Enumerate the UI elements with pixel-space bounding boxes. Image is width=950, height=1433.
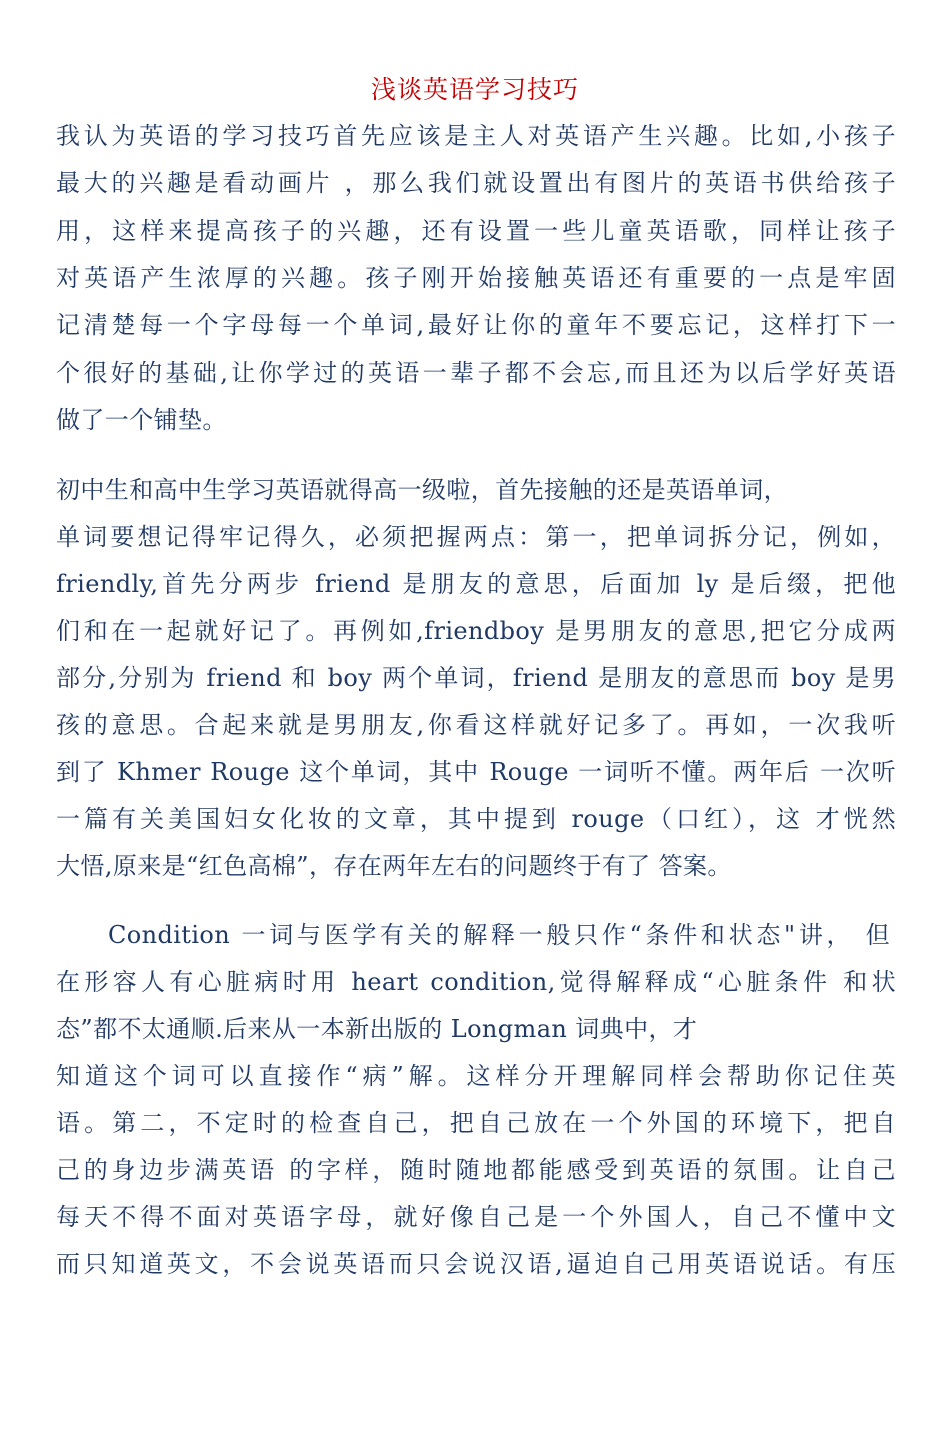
paragraph-1-line: 对英语产生浓厚的兴趣。孩子刚开始接触英语还有重要的一点是牢固	[56, 264, 896, 292]
paragraph-2-line: 初中生和高中生学习英语就得高一级啦，首先接触的还是英语单词，	[56, 476, 788, 504]
paragraph-3-line: 己的身边步满英语 的字样，随时随地都能感受到英语的氛围。让自己	[56, 1156, 896, 1184]
paragraph-3-line: 在形容人有心脏病时用 heart condition,觉得解释成“心脏条件 和状	[56, 968, 896, 996]
paragraph-1-line: 用，这样来提高孩子的兴趣，还有设置一些儿童英语歌，同样让孩子	[56, 217, 896, 245]
document-title: 浅谈英语学习技巧	[370, 75, 579, 104]
paragraph-2-line: friendly,首先分两步 friend 是朋友的意思，后面加 ly 是后缀，把他	[56, 570, 896, 598]
paragraph-3-line: 态”都不太通顺.后来从一本新出版的 Longman 词典中，才	[56, 1015, 698, 1043]
paragraph-2-line: 一篇有关美国妇女化妆的文章，其中提到 rouge（口红），这 才恍然	[56, 805, 896, 833]
paragraph-3-line: 每天不得不面对英语字母，就好像自己是一个外国人，自己不懂中文	[56, 1203, 896, 1231]
paragraph-2-line: 们和在一起就好记了。再例如,friendboy 是男朋友的意思,把它分成两	[56, 617, 896, 645]
paragraph-2-line: 到了 Khmer Rouge 这个单词，其中 Rouge 一词听不懂。两年后 一次听	[56, 758, 896, 786]
paragraph-2-line: 孩的意思。合起来就是男朋友,你看这样就好记多了。再如，一次我听	[56, 711, 896, 739]
paragraph-1-line: 我认为英语的学习技巧首先应该是主人对英语产生兴趣。比如,小孩子	[56, 122, 896, 150]
paragraph-3-line: 而只知道英文，不会说英语而只会说汉语,逼迫自己用英语说话。有压	[56, 1250, 896, 1278]
paragraph-1-line: 记清楚每一个字母每一个单词,最好让你的童年不要忘记，这样打下一	[56, 311, 896, 339]
paragraph-2-line: 大悟,原来是“红色高棉”，存在两年左右的问题终于有了 答案。	[56, 852, 732, 880]
paragraph-3-line: 语。第二，不定时的检查自己，把自己放在一个外国的环境下，把自	[56, 1109, 896, 1137]
paragraph-2-line: 部分,分别为 friend 和 boy 两个单词，friend 是朋友的意思而 boy 是男	[56, 664, 896, 692]
paragraph-2-line: 单词要想记得牢记得久，必须把握两点：第一，把单词拆分记，例如，	[56, 523, 896, 551]
paragraph-1-line: 做了一个铺垫。	[56, 406, 227, 434]
paragraph-1-line: 最大的兴趣是看动画片 ，那么我们就设置出有图片的英语书供给孩子	[56, 169, 896, 197]
paragraph-1-line: 个很好的基础,让你学过的英语一辈子都不会忘,而且还为以后学好英语	[56, 359, 896, 387]
paragraph-3-line: 知道这个词可以直接作“病”解。这样分开理解同样会帮助你记住英	[56, 1062, 896, 1090]
paragraph-3-line: Condition 一词与医学有关的解释一般只作“条件和状态"讲， 但	[108, 921, 890, 949]
